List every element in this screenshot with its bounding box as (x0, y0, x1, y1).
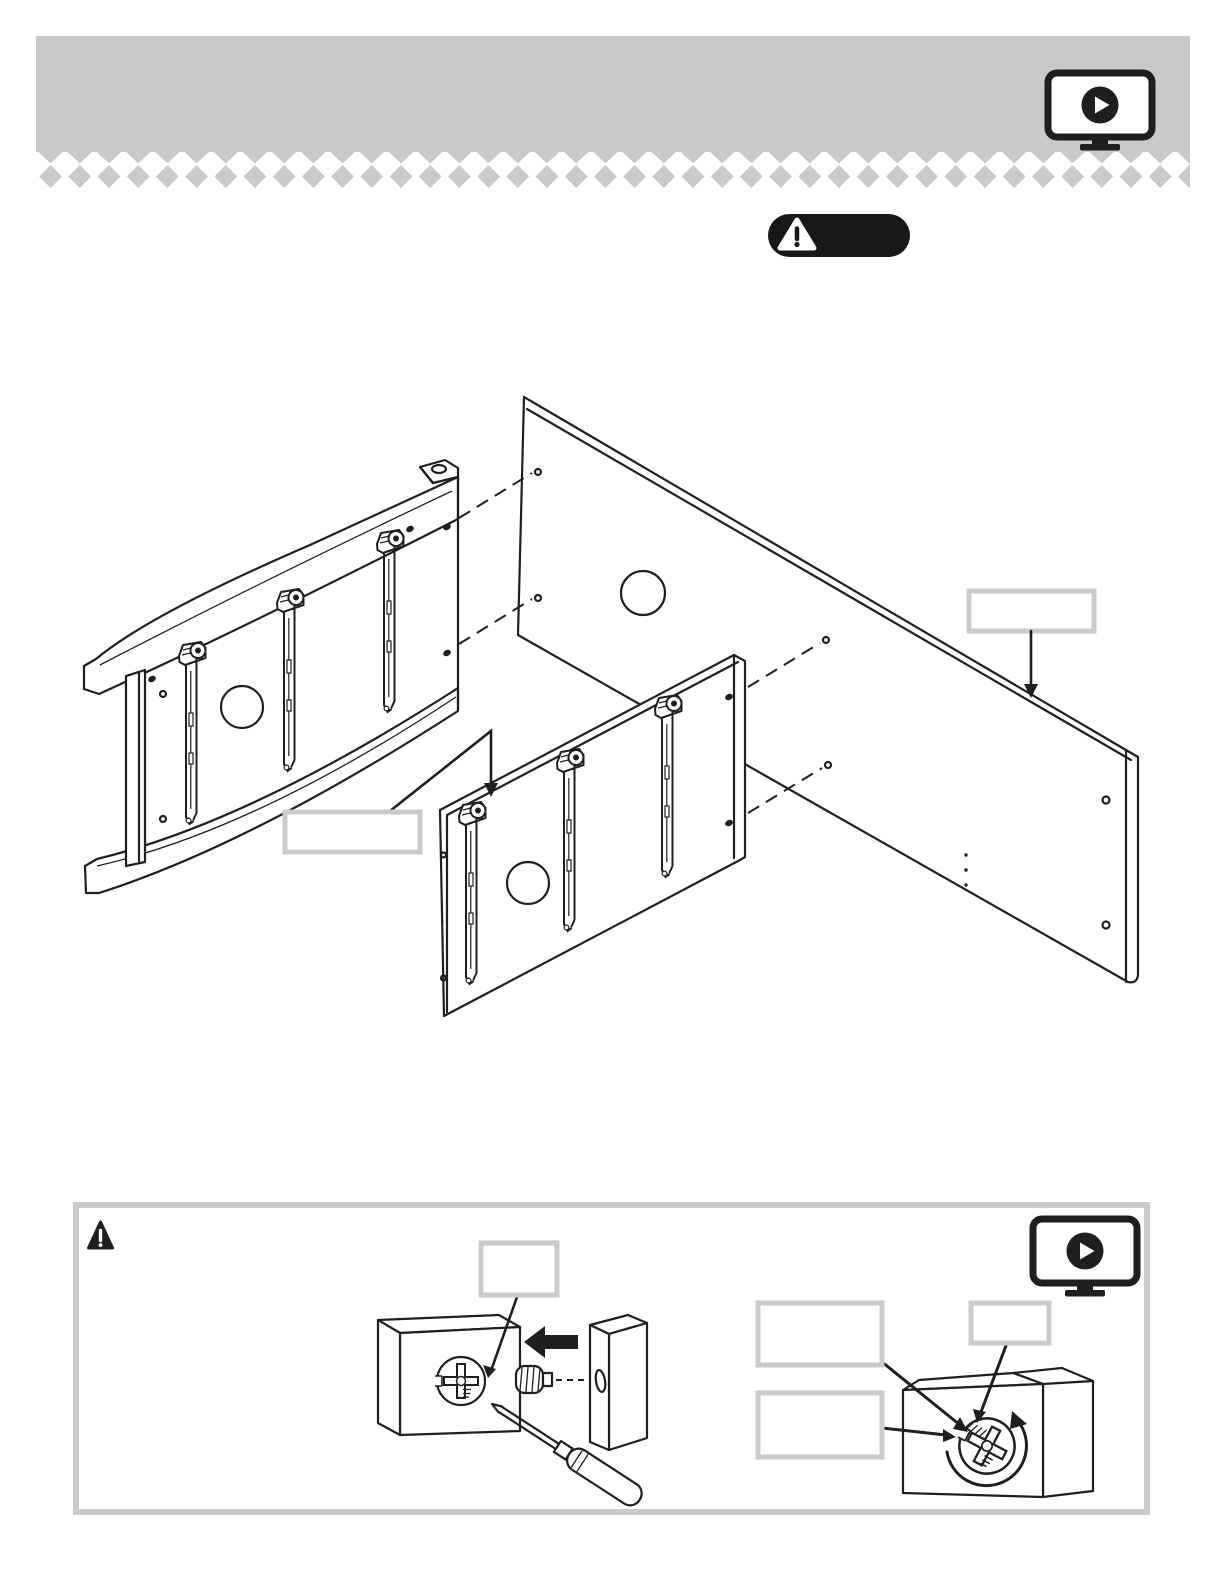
callout-box-detail-b (971, 1303, 1049, 1343)
callout-box-detail-a (758, 1303, 882, 1365)
exploded-assembly-diagram (0, 380, 1224, 1040)
detail-inset-panel (73, 1202, 1151, 1516)
callout-box-slide-panel (285, 812, 420, 852)
diamond-border-pattern (36, 151, 1190, 192)
callout-box-detail-c (758, 1393, 882, 1457)
drawer-slide-panel (440, 655, 745, 1016)
mating-block (590, 1315, 647, 1450)
callout-box-cam-lock (481, 1243, 557, 1295)
warning-badge (766, 212, 912, 259)
panel-post (126, 670, 145, 866)
tv-play-icon (1033, 1219, 1137, 1297)
tv-play-icon (1044, 69, 1156, 153)
side-panel-hole (221, 686, 263, 728)
callout-box-back-panel (969, 591, 1094, 631)
header-bar (36, 36, 1190, 152)
drawer-slide (179, 642, 206, 824)
drawer-slide (277, 589, 304, 771)
